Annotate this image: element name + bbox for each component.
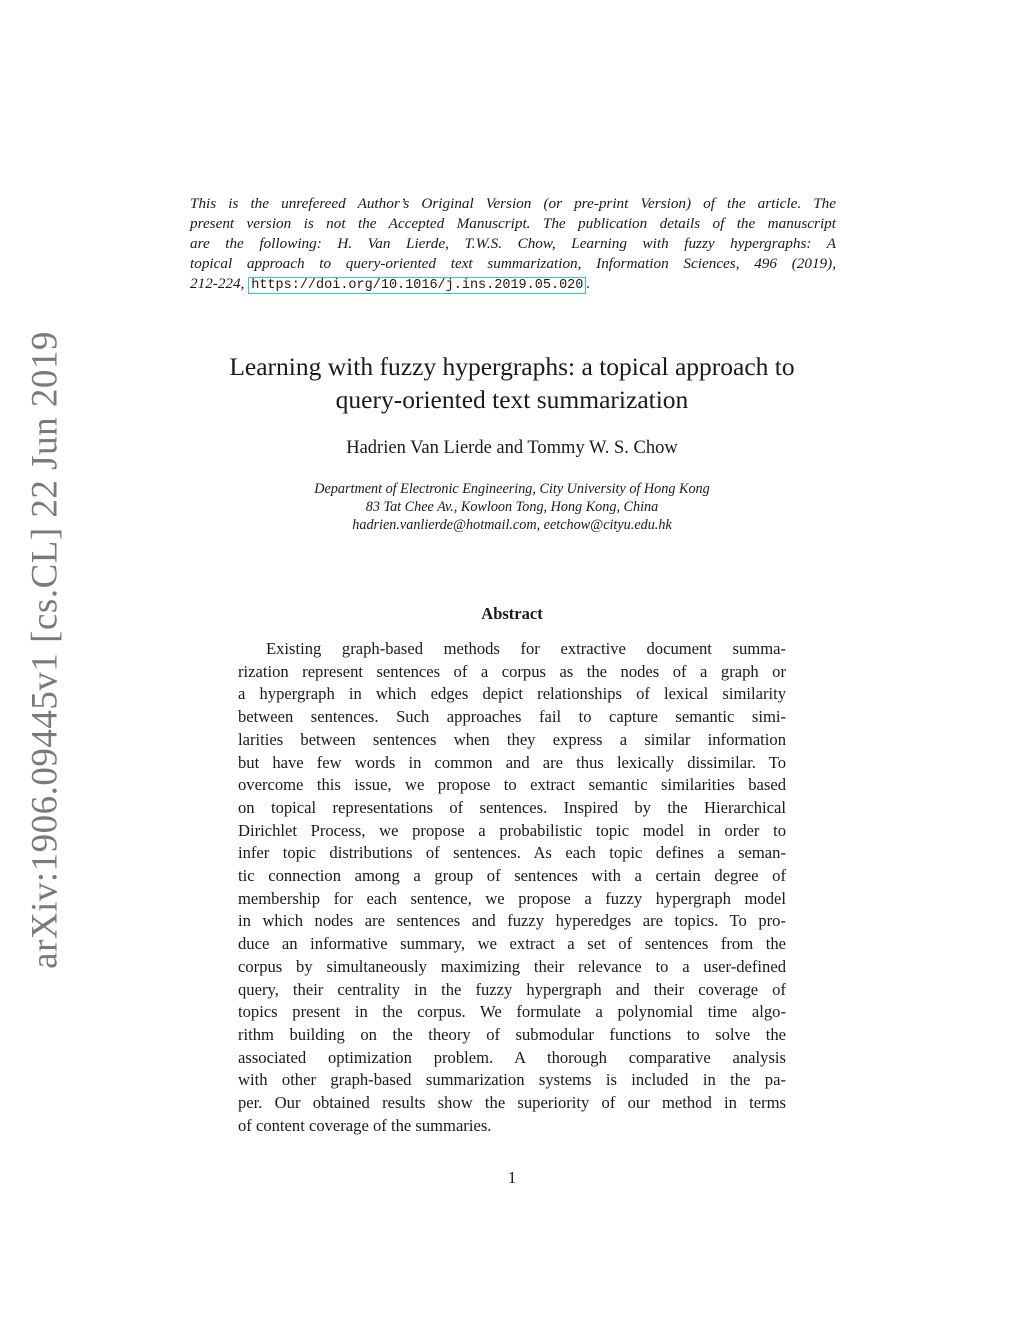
arxiv-identifier-stamp: arXiv:1906.09445v1 [cs.CL] 22 Jun 2019 xyxy=(24,331,66,969)
doi-link[interactable]: https://doi.org/10.1016/j.ins.2019.05.020 xyxy=(248,277,586,294)
preprint-notice-line: topical approach to query-oriented text summarization, Information Sciences, 496 (2019), xyxy=(190,255,836,272)
abstract-line: but have few words in common and are thus lexically dissimilar. To xyxy=(238,752,786,772)
abstract-heading: Abstract xyxy=(481,604,543,623)
author-list: Hadrien Van Lierde and Tommy W. S. Chow xyxy=(346,438,678,458)
abstract-line: Dirichlet Process, we propose a probabilistic topic model in order to xyxy=(238,820,786,840)
page-number: 1 xyxy=(507,1168,517,1187)
preprint-notice-line: present version is not the Accepted Manuscript. The publication details of the manuscript xyxy=(190,215,836,232)
abstract-line: with other graph-based summarization systems is included in the pa- xyxy=(238,1070,786,1090)
preprint-notice xyxy=(190,194,836,296)
abstract-line: tic connection among a group of sentences with a certain degree of xyxy=(238,866,786,886)
abstract-line: query, their centrality in the fuzzy hypergraph and their coverage of xyxy=(238,979,786,999)
paper-title-line-2: query-oriented text summarization xyxy=(335,385,689,414)
paper-title xyxy=(150,350,874,416)
abstract-line: overcome this issue, we propose to extract semantic similarities based xyxy=(238,775,786,795)
affiliation-address: 83 Tat Chee Av., Kowloon Tong, Hong Kong, China xyxy=(365,499,659,515)
affiliation-department: Department of Electronic Engineering, City University of Hong Kong xyxy=(314,481,710,497)
abstract-line: a hypergraph in which edges depict relationships of lexical similarity xyxy=(238,684,786,704)
page-range: 212-224, xyxy=(190,275,249,292)
preprint-notice-line: This is the unrefereed Author’s Original Version (or pre-print Version) of the article. The xyxy=(190,195,836,212)
trailing-period: . xyxy=(586,275,591,292)
abstract-body xyxy=(238,638,786,1137)
abstract-line: associated optimization problem. A thorough comparative analysis xyxy=(238,1047,786,1067)
abstract-line: on topical representations of sentences. Inspired by the Hierarchical xyxy=(238,797,786,817)
abstract-line: corpus by simultaneously maximizing their relevance to a user-defined xyxy=(238,956,786,976)
abstract-line: rithm building on the theory of submodular functions to solve the xyxy=(238,1024,786,1044)
paper-title-line-1: Learning with fuzzy hypergraphs: a topical approach to xyxy=(229,352,795,381)
abstract-line: membership for each sentence, we propose a fuzzy hypergraph model xyxy=(238,888,786,908)
abstract-line: duce an informative summary, we extract a set of sentences from the xyxy=(238,934,786,954)
abstract-line: in which nodes are sentences and fuzzy hyperedges are topics. To pro- xyxy=(238,911,786,931)
preprint-notice-last-line xyxy=(190,274,836,296)
abstract-line: infer topic distributions of sentences. As each topic defines a seman- xyxy=(238,843,786,863)
abstract-line: rization represent sentences of a corpus as the nodes of a graph or xyxy=(238,661,786,681)
abstract-line: Existing graph-based methods for extractive document summa- xyxy=(266,639,786,658)
abstract-line: topics present in the corpus. We formulate a polynomial time algo- xyxy=(238,1002,786,1022)
author-affiliation xyxy=(150,480,874,534)
abstract-line: larities between sentences when they express a similar information xyxy=(238,729,786,749)
preprint-notice-line: are the following: H. Van Lierde, T.W.S. Chow, Learning with fuzzy hypergraphs: A xyxy=(190,235,836,252)
abstract-line: per. Our obtained results show the superiority of our method in terms xyxy=(238,1093,786,1113)
affiliation-emails: hadrien.vanlierde@hotmail.com, eetchow@cityu.edu.hk xyxy=(352,517,672,533)
abstract-line: between sentences. Such approaches fail to capture semantic simi- xyxy=(238,707,786,727)
abstract-line: of content coverage of the summaries. xyxy=(238,1115,492,1135)
